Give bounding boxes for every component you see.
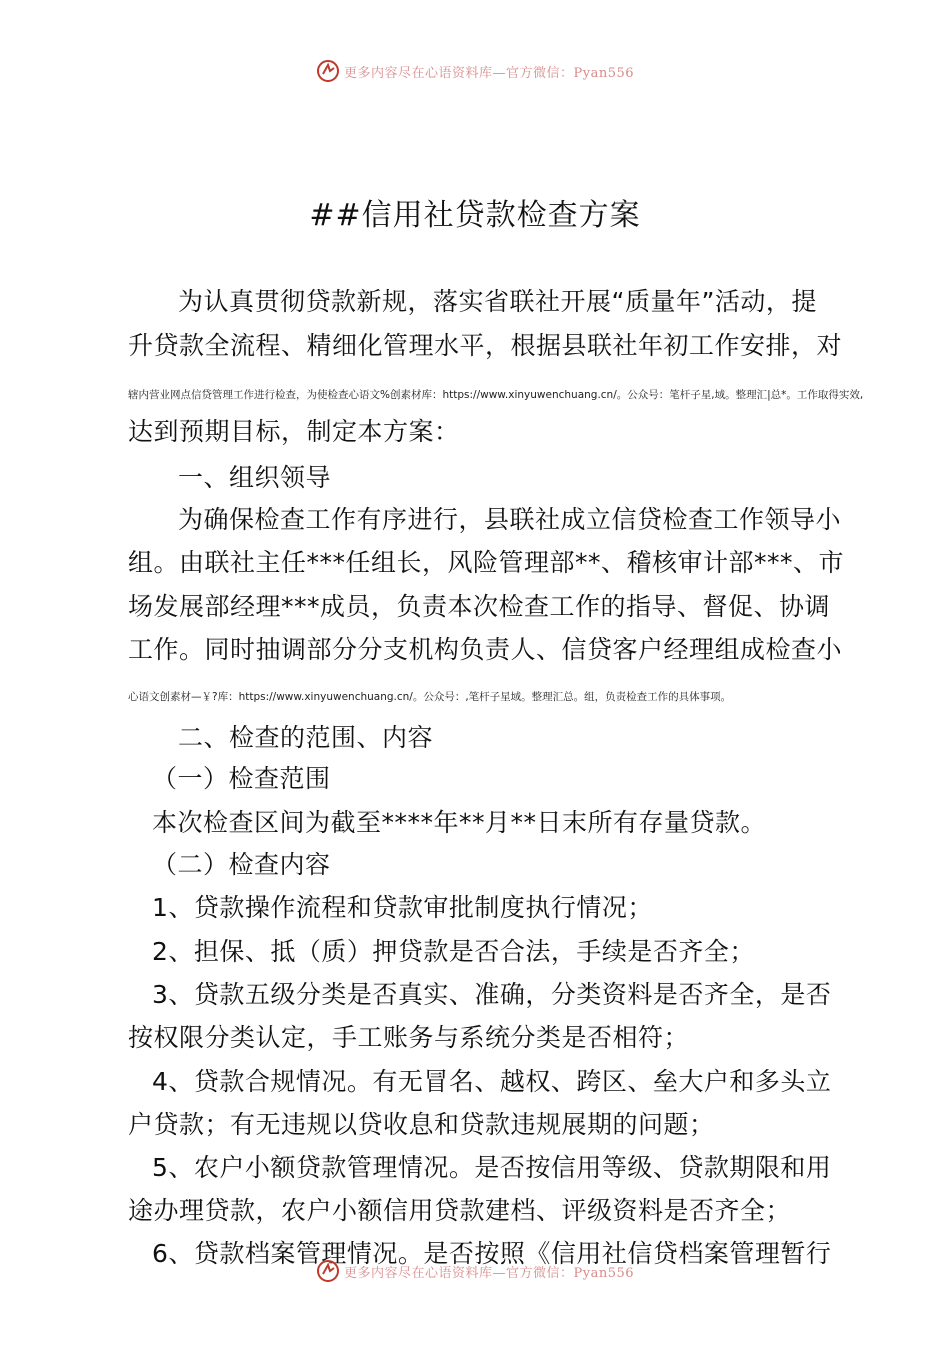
list-item-continuation: 户贷款；有无违规以贷收息和贷款违规展期的问题；	[128, 1110, 715, 1139]
list-item: 4、贷款合规情况。有无冒名、越权、跨区、垒大户和多头立	[152, 1067, 832, 1096]
list-item: 1、贷款操作流程和贷款审批制度执行情况；	[152, 893, 653, 922]
watermark-header	[0, 56, 950, 86]
embedded-ad-line: 心语文创素材—￥?库：https://www.xinyuwenchuang.cn/。公众号：,笔杆子星域。整理汇总。组，负责检查工作的具体事项。	[128, 691, 732, 703]
paragraph-line: 场发展部经理***成员，负责本次检查工作的指导、督促、协调	[128, 592, 831, 621]
paragraph-line: 工作。同时抽调部分分支机构负责人、信贷客户经理组成检查小	[128, 635, 843, 664]
section-heading: 二、检查的范围、内容	[178, 723, 434, 752]
paragraph-line: 达到预期目标，制定本方案：	[128, 417, 460, 446]
paragraph-line: 升贷款全流程、精细化管理水平，根据县联社年初工作安排，对	[128, 331, 843, 360]
list-item: 3、贷款五级分类是否真实、准确，分类资料是否齐全，是否	[152, 980, 832, 1009]
brand-logo-icon	[316, 59, 340, 83]
section-heading: 一、组织领导	[178, 463, 332, 492]
list-item: 2、担保、抵（质）押贷款是否合法，手续是否齐全；	[152, 937, 755, 966]
list-item-continuation: 途办理贷款，农户小额信用贷款建档、评级资料是否齐全；	[128, 1196, 792, 1225]
embedded-ad-line: 辖内营业网点信贷管理工作进行检查，为使检查心语文%创素材库：https://www.xinyuwenchuang.cn/。公众号：笔杆子星,域。整理汇|总*。工作取得实效,	[128, 389, 864, 401]
list-item: 6、贷款档案管理情况。是否按照《信用社信贷档案管理暂行	[152, 1239, 832, 1268]
list-item-continuation: 按权限分类认定，手工账务与系统分类是否相符；	[128, 1023, 690, 1052]
watermark-text: 更多内容尽在心语资料库—官方微信：Pyan556	[343, 65, 635, 81]
subsection-heading: （一）检查范围	[152, 764, 331, 793]
paragraph-line: 本次检查区间为截至****年**月**日末所有存量贷款。	[152, 808, 767, 837]
paragraph-line: 组。由联社主任***任组长，风险管理部**、稽核审计部***、市	[128, 548, 845, 577]
subsection-heading: （二）检查内容	[152, 850, 331, 879]
paragraph-line: 为认真贯彻贷款新规，落实省联社开展“质量年”活动，提	[178, 287, 817, 316]
watermark-footer	[0, 1256, 950, 1286]
list-item: 5、农户小额贷款管理情况。是否按信用等级、贷款期限和用	[152, 1153, 832, 1182]
document-title: ##信用社贷款检查方案	[309, 198, 641, 233]
brand-logo-icon	[316, 1259, 340, 1283]
paragraph-line: 为确保检查工作有序进行，县联社成立信贷检查工作领导小	[178, 505, 842, 534]
watermark-text: 更多内容尽在心语资料库—官方微信：Pyan556	[343, 1265, 635, 1281]
